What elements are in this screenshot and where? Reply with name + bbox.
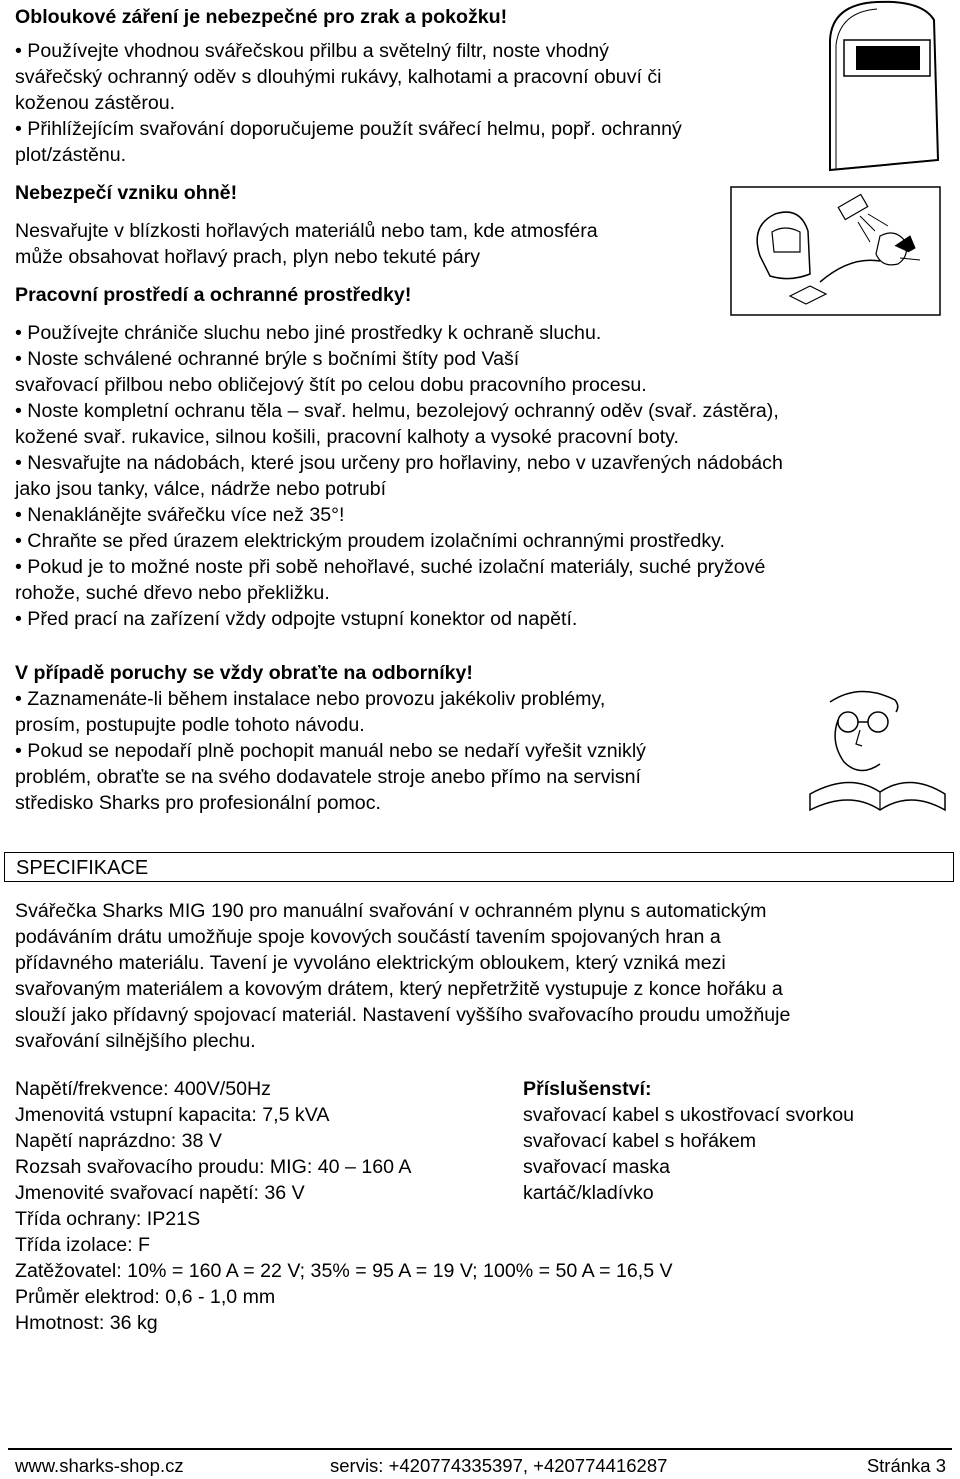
accessory-item: svařovací kabel s ukostřovací svorkou [523,1104,855,1126]
accessory-item: svařovací kabel s hořákem [523,1130,757,1152]
text-line: • Přihlížejícím svařování doporučujeme použít svářecí helmu, popř. ochranný [15,118,682,140]
footer-page-number: Stránka 3 [866,1455,946,1476]
heading-work-environment: Pracovní prostředí a ochranné prostředky! [15,284,412,306]
spec-param: Třída izolace: F [15,1234,151,1256]
text-line: středisko Sharks pro profesionální pomoc. [15,792,381,814]
spec-param: Jmenovité svařovací napětí: 36 V [15,1182,305,1204]
fire-hazard-illustration [730,186,942,316]
spec-desc-line: podáváním drátu umožňuje spoje kovových součástí tavením spojovaných hran a [15,926,721,948]
text-line: svařovací přilbou nebo obličejový štít po celou dobu pracovního procesu. [15,374,647,396]
accessory-item: kartáč/kladívko [523,1182,654,1204]
text-line: • Pokud se nepodaří plně pochopit manuál nebo se nedaří vyřešit vzniklý [15,740,646,762]
spec-param: Hmotnost: 36 kg [15,1312,158,1334]
accessories-heading: Příslušenství: [523,1078,652,1100]
spec-desc-line: svařovaným materiálem a kovovým drátem, který nepřetržitě vystupuje z konce hořáku a [15,978,783,1000]
text-line: • Zaznamenáte-li během instalace nebo provozu jakékoliv problémy, [15,688,606,710]
text-line: Nesvařujte v blízkosti hořlavých materiálů nebo tam, kde atmosféra [15,220,598,242]
spec-param: Třída ochrany: IP21S [15,1208,201,1230]
heading-arc-danger: Obloukové záření je nebezpečné pro zrak a pokožku! [15,6,508,28]
spec-param: Průměr elektrod: 0,6 - 1,0 mm [15,1286,276,1308]
spec-param: Napětí naprázdno: 38 V [15,1130,222,1152]
spec-desc-line: svařování silnějšího plechu. [15,1030,256,1052]
text-line: • Pokud je to možné noste při sobě nehořlavé, suché izolační materiály, suché pryžové [15,556,766,578]
text-line: • Před prací na zařízení vždy odpojte vstupní konektor od napětí. [15,608,578,630]
spec-heading: SPECIFIKACE [16,857,149,879]
text-line: jako jsou tanky, válce, nádrže nebo potrubí [15,478,387,500]
text-line: může obsahovat hořlavý prach, plyn nebo tekuté páry [15,246,481,268]
text-line: • Noste kompletní ochranu těla – svař. helmu, bezolejový ochranný oděv (svař. zástěra), [15,400,779,422]
footer-service: servis: +420774335397, +420774416287 [330,1455,668,1476]
text-line: rohože, suché dřevo nebo překližku. [15,582,330,604]
spec-desc-line: Svářečka Sharks MIG 190 pro manuální svařování v ochranném plynu s automatickým [15,900,767,922]
text-line: • Chraňte se před úrazem elektrickým proudem izolačními ochrannými prostředky. [15,530,725,552]
spec-desc-line: přídavného materiálu. Tavení je vyvoláno elektrickým obloukem, který vzniká mezi [15,952,726,974]
welding-helmet-illustration [822,0,952,175]
text-line: • Nenaklánějte svářečku více než 35°! [15,504,345,526]
text-line: prosím, postupujte podle tohoto návodu. [15,714,365,736]
footer-website: www.sharks-shop.cz [15,1455,184,1476]
text-line: koženou zástěrou. [15,92,176,114]
accessory-item: svařovací maska [523,1156,671,1178]
text-line: • Používejte chrániče sluchu nebo jiné prostředky k ochraně sluchu. [15,322,602,344]
spec-param: Zatěžovatel: 10% = 160 A = 22 V; 35% = 95 A = 19 V; 100% = 50 A = 16,5 V [15,1260,673,1282]
text-line: kožené svař. rukavice, silnou košili, pracovní kalhoty a vysoké pracovní boty. [15,426,679,448]
text-line: • Nesvařujte na nádobách, které jsou určeny pro hořlaviny, nebo v uzavřených nádobách [15,452,783,474]
text-line: svářečský ochranný oděv s dlouhými rukávy, kalhotami a pracovní obuví či [15,66,662,88]
spec-param: Jmenovitá vstupní kapacita: 7,5 kVA [15,1104,330,1126]
spec-heading-box [4,852,954,882]
spec-param: Napětí/frekvence: 400V/50Hz [15,1078,271,1100]
heading-fault: V případě poruchy se vždy obraťte na odborníky! [15,662,473,684]
reading-manual-illustration [800,682,950,822]
heading-fire-danger: Nebezpečí vzniku ohně! [15,182,238,204]
spec-param: Rozsah svařovacího proudu: MIG: 40 – 160 A [15,1156,412,1178]
text-line: • Používejte vhodnou svářečskou přilbu a světelný filtr, noste vhodný [15,40,609,62]
text-line: • Noste schválené ochranné brýle s bočními štíty pod Vaší [15,348,520,370]
text-line: plot/zástěnu. [15,144,127,166]
footer-rule [8,1448,952,1450]
text-line: problém, obraťte se na svého dodavatele stroje anebo přímo na servisní [15,766,642,788]
spec-desc-line: slouží jako přídavný spojovací materiál. Nastavení vyššího svařovacího proudu umožňuje [15,1004,791,1026]
